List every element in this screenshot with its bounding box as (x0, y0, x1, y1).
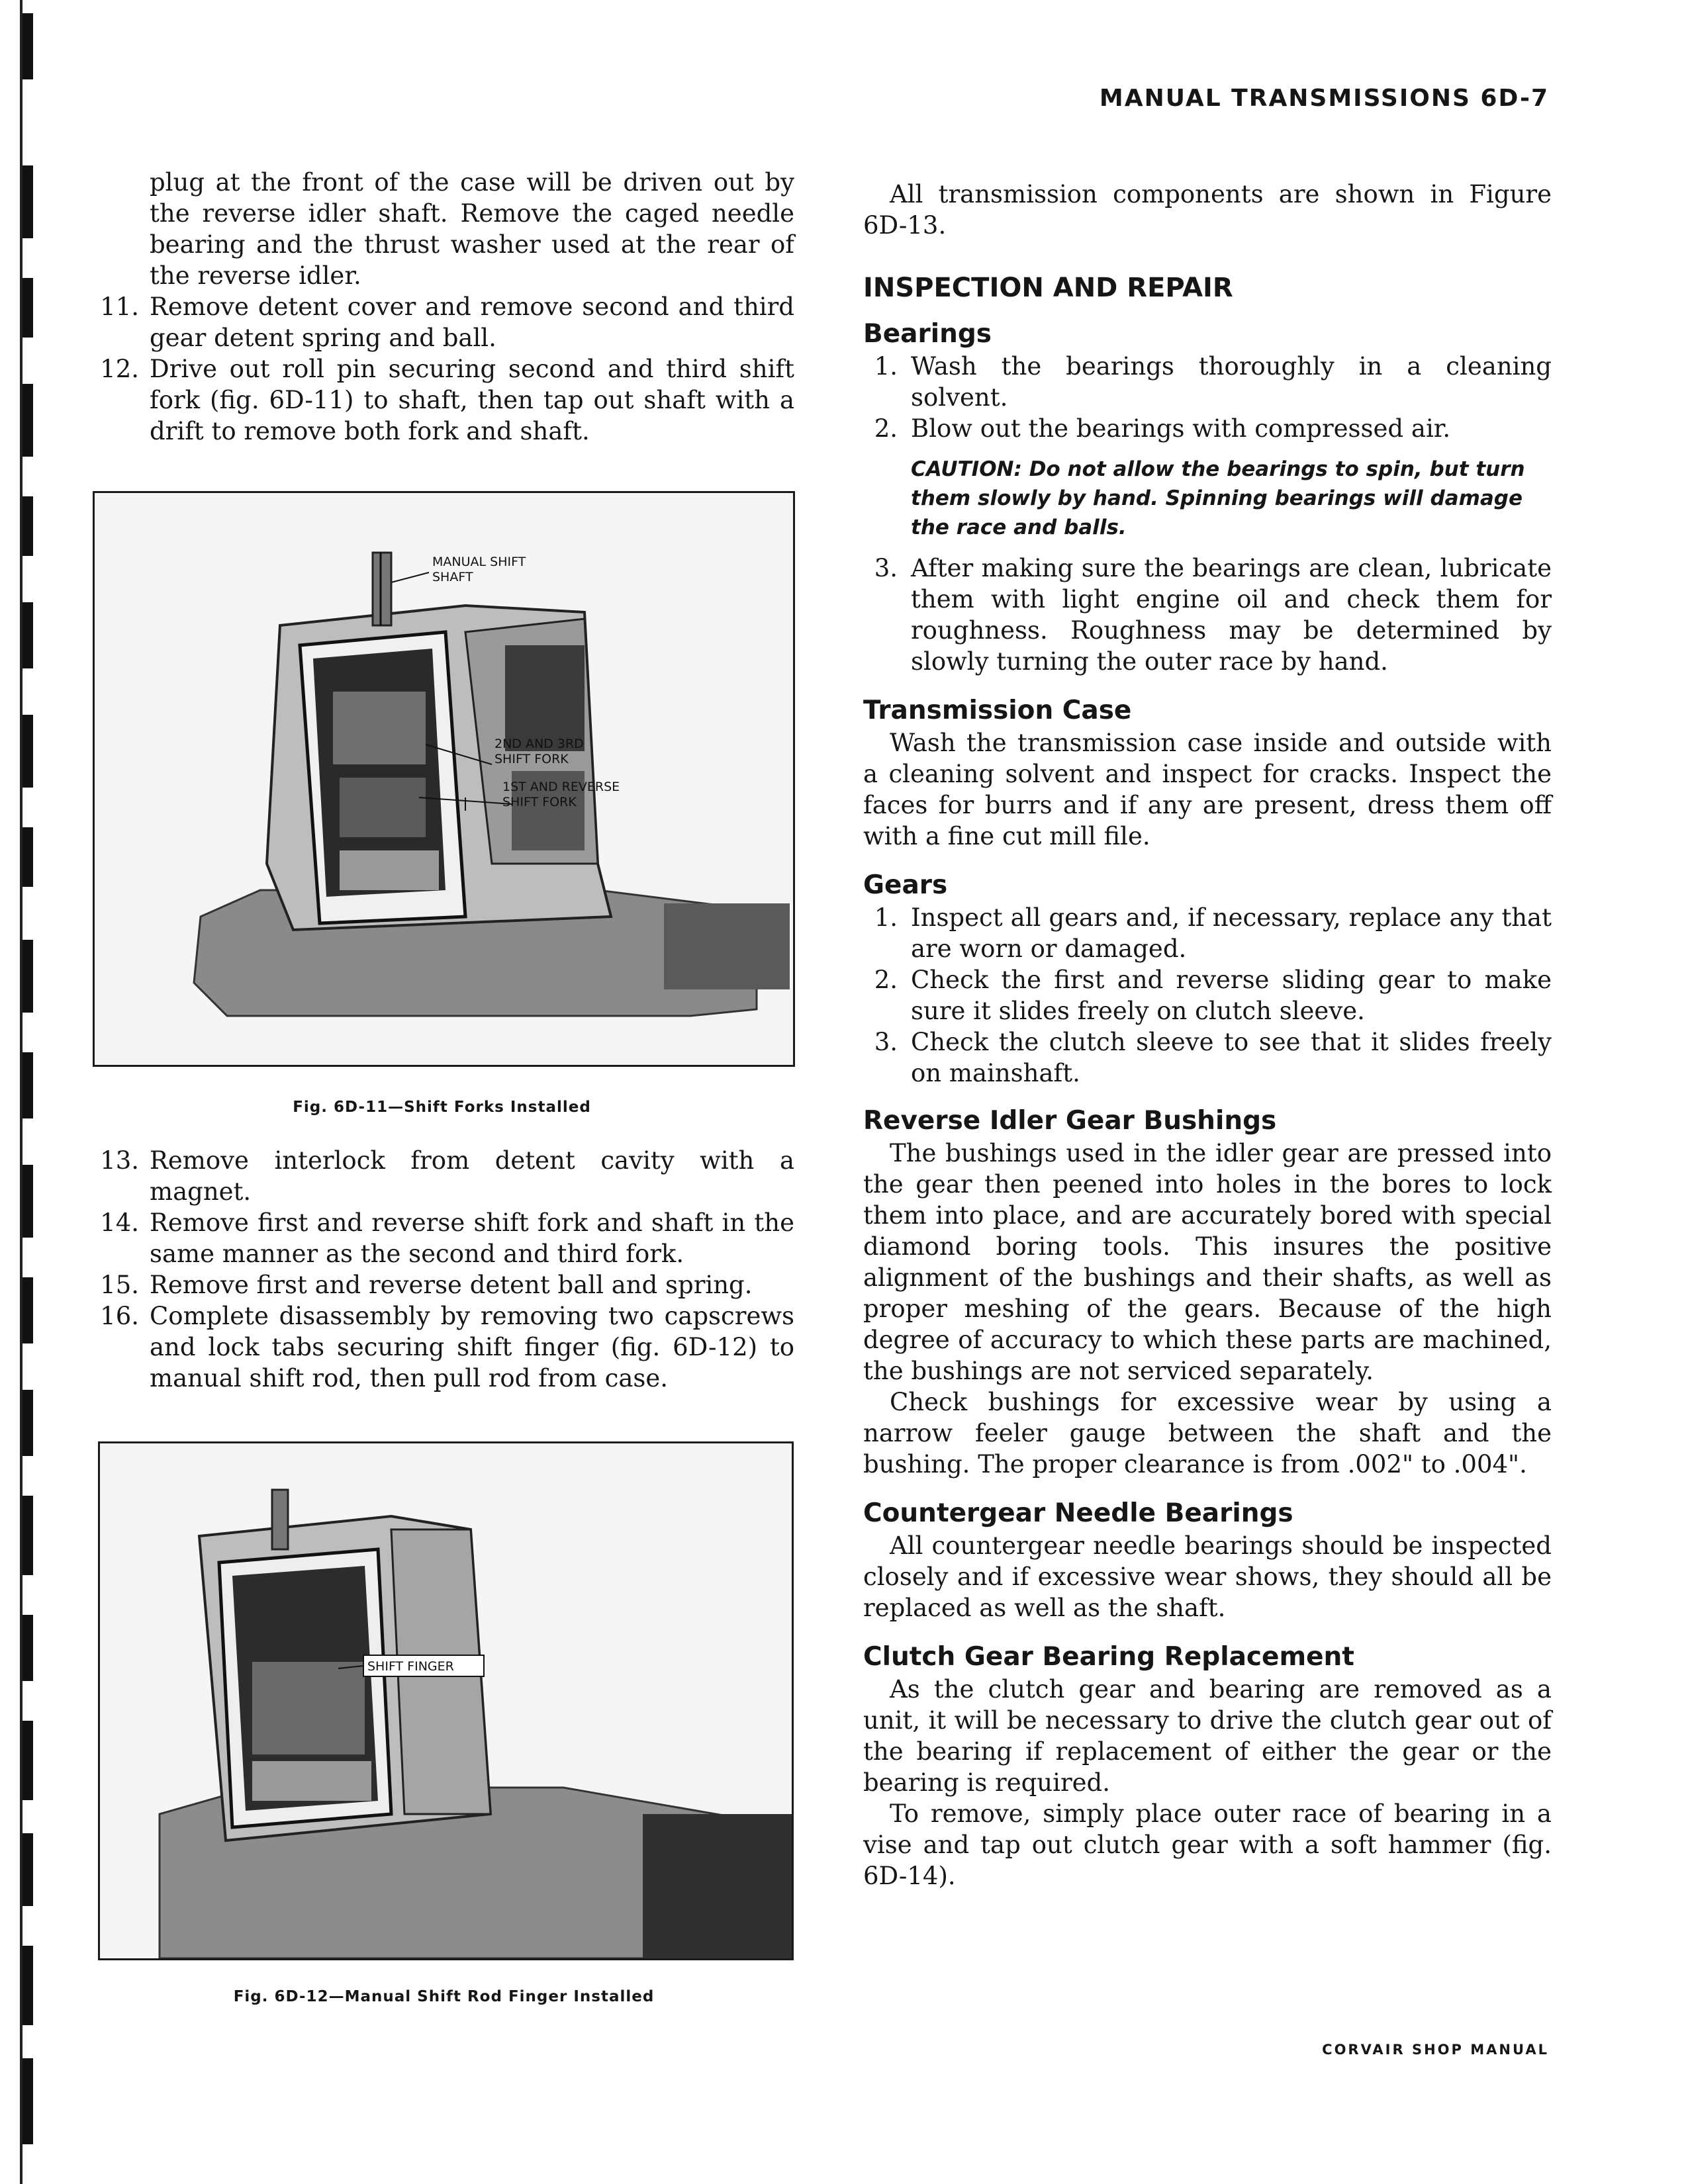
label-shift-finger: SHIFT FINGER (367, 1659, 454, 1674)
bearings-step-1: 1. Wash the bearings thoroughly in a cleaning solvent. (874, 352, 1552, 412)
label-2nd-3rd-2: SHIFT FORK (494, 752, 569, 766)
label-1st-rev-1: 1ST AND REVERSE (502, 780, 620, 794)
figure-shift-rod-finger (98, 1441, 794, 1960)
running-footer: CORVAIR SHOP MANUAL (1322, 2042, 1549, 2058)
label-2nd-3rd-1: 2ND AND 3RD (494, 737, 584, 751)
bearings-step-3: 3. After making sure the bearings are clean, lubricate them with light engine oil and check them for roughness. Roughness may be determined by slowly turning the outer race by hand. (874, 554, 1552, 676)
gears-step-2: 2. Check the first and reverse sliding gear to make sure it slides freely on clutch sleeve. (874, 966, 1552, 1025)
figure-caption-6d-12: Fig. 6D-12—Manual Shift Rod Finger Installed (233, 1988, 655, 2005)
heading-reverse-idler: Reverse Idler Gear Bushings (863, 1106, 1277, 1136)
bearings-step-2: 2. Blow out the bearings with compressed air. (874, 414, 1451, 443)
heading-countergear: Countergear Needle Bearings (863, 1498, 1293, 1528)
figure-shift-forks (93, 491, 795, 1067)
reverse-idler-p2: Check bushings for excessive wear by using a narrow feeler gauge between the shaft and the bushing. The proper clearance is from .002" to .004". (863, 1388, 1552, 1479)
step-13: 13. Remove interlock from detent cavity with a magnet. (100, 1146, 794, 1206)
heading-transmission-case: Transmission Case (863, 696, 1132, 725)
clutch-gear-p2: To remove, simply place outer race of bearing in a vise and tap out clutch gear with a soft hammer (fig. 6D-14). (863, 1799, 1552, 1890)
label-1st-rev-2: SHIFT FORK (502, 795, 577, 809)
step-15: 15. Remove first and reverse detent ball and spring. (100, 1271, 753, 1299)
clutch-gear-p1: As the clutch gear and bearing are removed as a unit, it will be necessary to drive the clutch gear out of the bearing if replacement of either the gear or the bearing is required. (863, 1675, 1552, 1797)
components-intro: All transmission components are shown in Figure 6D-13. (863, 180, 1552, 240)
right-column (863, 179, 1552, 1891)
left-column-middle (91, 1145, 794, 1394)
reverse-idler-p1: The bushings used in the idler gear are pressed into the gear then peened into holes in the bores to lock them into place, and are accurately bored with special diamond boring tools. This insures the positive alignment of the bushings and their shafts, as well as proper meshing of the gears. Because of the high degree of accuracy to which these parts are machined, the bushings are not serviced separately. (863, 1139, 1552, 1385)
transmission-case-text: Wash the transmission case inside and outside with a cleaning solvent and inspect for cracks. Inspect the faces for burrs and if any are present, dress them off with a fine cut mill file. (863, 729, 1552, 850)
heading-gears: Gears (863, 870, 948, 900)
step-16: 16. Complete disassembly by removing two capscrews and lock tabs securing shift finger (fig. 6D-12) to manual shift rod, then pull rod from case. (100, 1302, 794, 1392)
intro-paragraph: plug at the front of the case will be driven out by the reverse idler shaft. Remove the caged needle bearing and the thrust washer used at the rear of the reverse idler. (150, 168, 794, 290)
heading-clutch-gear: Clutch Gear Bearing Replacement (863, 1642, 1354, 1672)
binder-edge (19, 0, 38, 2184)
transmission-case-photo-2 (100, 1443, 792, 1958)
heading-bearings: Bearings (863, 319, 992, 349)
gears-step-3: 3. Check the clutch sleeve to see that it slides freely on mainshaft. (874, 1028, 1552, 1087)
section-title-inspection: INSPECTION AND REPAIR (863, 273, 1233, 303)
step-14: 14. Remove first and reverse shift fork and shaft in the same manner as the second and third fork. (100, 1208, 794, 1268)
label-manual-shift-2: SHAFT (432, 570, 473, 584)
countergear-text: All countergear needle bearings should be inspected closely and if excessive wear shows, they should all be replaced as well as the shaft. (863, 1531, 1552, 1622)
left-column-top (91, 167, 794, 447)
caution-note: CAUTION: Do not allow the bearings to spin, but turn them slowly by hand. Spinning bearings will damage the race and balls. (911, 457, 1525, 539)
transmission-case-photo-1 (95, 493, 793, 1065)
label-manual-shift-1: MANUAL SHIFT (432, 555, 526, 569)
running-header: MANUAL TRANSMISSIONS 6D-7 (1099, 85, 1549, 112)
gears-step-1: 1. Inspect all gears and, if necessary, replace any that are worn or damaged. (874, 903, 1552, 963)
step-11: 11. Remove detent cover and remove second and third gear detent spring and ball. (100, 293, 794, 352)
step-12: 12. Drive out roll pin securing second and third shift fork (fig. 6D-11) to shaft, then tap out shaft with a drift to remove both fork and shaft. (100, 355, 794, 445)
figure-caption-6d-11: Fig. 6D-11—Shift Forks Installed (293, 1099, 591, 1116)
